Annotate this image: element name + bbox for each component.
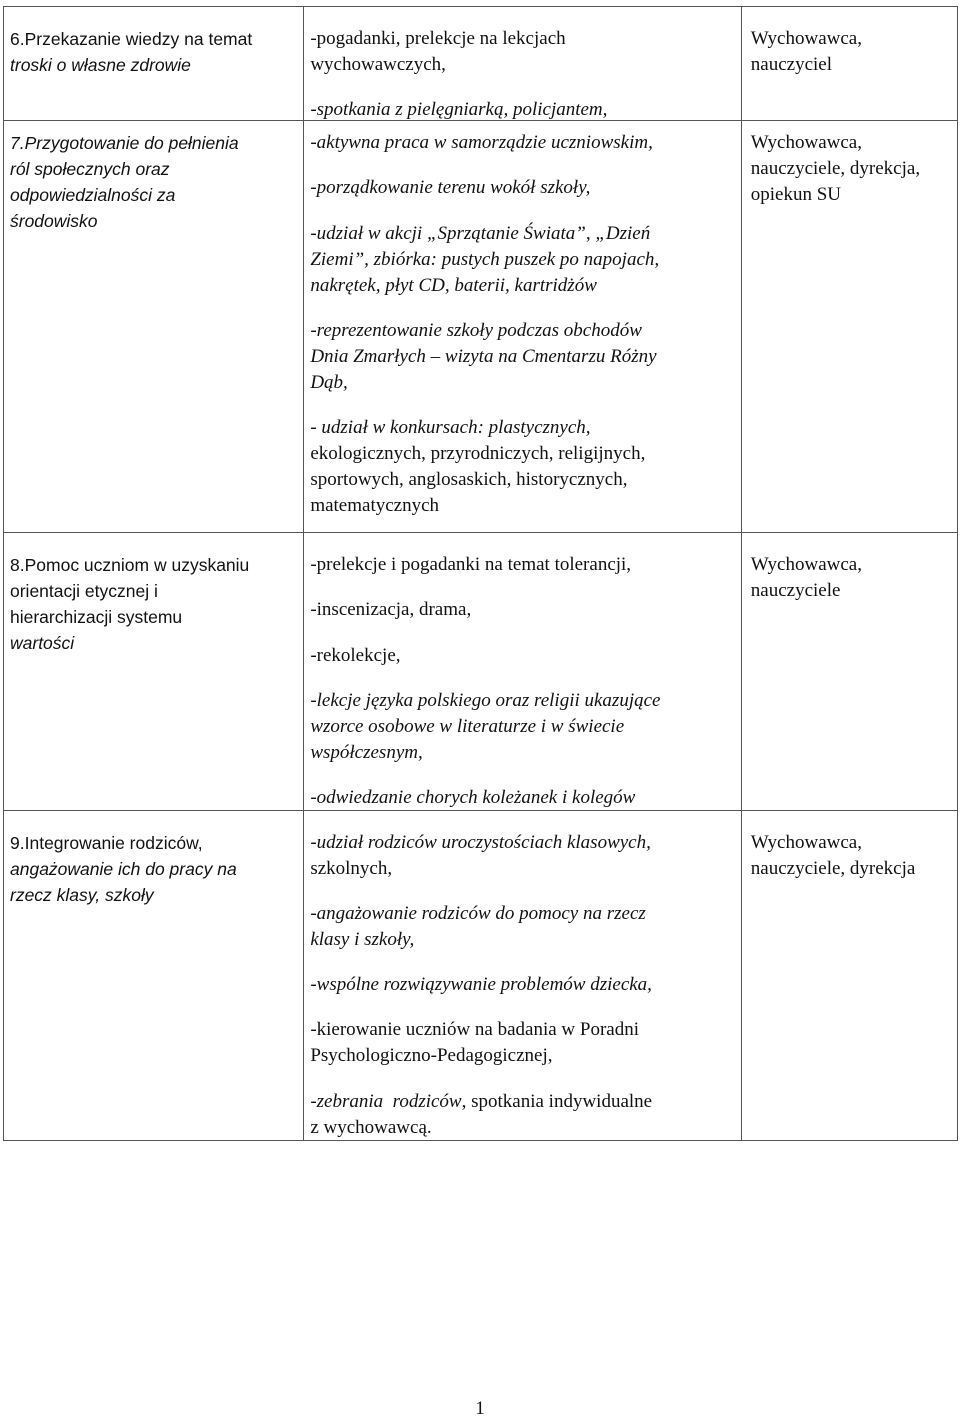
area-text: odpowiedzialności za: [10, 185, 176, 205]
area-text: 7.Przygotowanie do pełnienia: [10, 133, 239, 153]
form-line: matematycznych: [310, 495, 440, 516]
responsible-cell: [741, 811, 957, 1141]
form-line: Dąb,: [310, 372, 348, 393]
form-line: klasy i szkoły,: [310, 929, 415, 950]
form-line: -angażowanie rodziców do pomocy na rzecz: [310, 903, 646, 924]
area-cell: [4, 7, 304, 121]
responsible-line: Wychowawca,: [750, 28, 862, 49]
area-text: 6.Przekazanie wiedzy na temat: [10, 29, 253, 49]
responsible-line: nauczyciele: [750, 580, 841, 601]
form-line: Dnia Zmarłych – wizyta na Cmentarzu Różny: [310, 346, 657, 367]
forms-cell: [304, 811, 741, 1141]
responsible-line: nauczyciele, dyrekcja,: [750, 158, 921, 179]
form-line: -lekcje języka polskiego oraz religii ukazujące: [310, 690, 661, 711]
form-line: -prelekcje i pogadanki na temat tolerancji,: [310, 554, 632, 575]
form-line: -pogadanki, prelekcje na lekcjach: [310, 28, 566, 49]
education-plan-table: [3, 6, 958, 1141]
responsible-line: Wychowawca,: [750, 132, 862, 153]
form-line: -zebrania rodziców, spotkania indywidualne: [310, 1091, 653, 1112]
area-cell: [4, 533, 304, 811]
form-line: -spotkania z pielęgniarką, policjantem,: [310, 99, 608, 120]
responsible-line: nauczyciele, dyrekcja: [750, 858, 916, 879]
responsible-line: Wychowawca,: [750, 832, 862, 853]
table-row: [4, 121, 958, 533]
responsible-line: opiekun SU: [750, 184, 842, 205]
responsible-line: nauczyciel: [750, 54, 832, 75]
form-line: z wychowawcą.: [310, 1117, 432, 1138]
table-row: [4, 7, 958, 121]
area-text: hierarchizacji systemu: [10, 607, 183, 627]
form-line: nakrętek, płyt CD, baterii, kartridżów: [310, 275, 597, 296]
area-text: 8.Pomoc uczniom w uzyskaniu: [10, 555, 250, 575]
area-text: angażowanie ich do pracy na: [10, 859, 237, 879]
form-line: -kierowanie uczniów na badania w Poradni: [310, 1019, 639, 1040]
form-line: Psychologiczno-Pedagogicznej,: [310, 1045, 553, 1066]
form-line: ekologicznych, przyrodniczych, religijnych,: [310, 443, 646, 464]
area-text: troski o własne zdrowie: [10, 55, 191, 75]
area-text: środowisko: [10, 211, 98, 231]
table-row: [4, 811, 958, 1141]
form-line: -rekolekcje,: [310, 645, 401, 666]
form-line: -odwiedzanie chorych koleżanek i kolegów: [310, 787, 636, 808]
form-line: sportowych, anglosaskich, historycznych,: [310, 469, 628, 490]
forms-cell: [304, 533, 741, 811]
area-text: wartości: [10, 633, 75, 653]
form-line: -udział w akcji „Sprzątanie Świata”, „Dzień: [310, 223, 651, 244]
area-text: ról społecznych oraz: [10, 159, 170, 179]
table-row: [4, 533, 958, 811]
area-text: orientacji etycznej i: [10, 581, 158, 601]
form-line: wychowawczych,: [310, 54, 446, 75]
form-line: -aktywna praca w samorządzie uczniowskim,: [310, 132, 653, 153]
form-line: Ziemi”, zbiórka: pustych puszek po napojach,: [310, 249, 660, 270]
form-line: -inscenizacja, drama,: [310, 599, 472, 620]
form-line: -udział rodziców uroczystościach klasowych,: [310, 832, 651, 853]
area-text: 9.Integrowanie rodziców,: [10, 833, 203, 853]
responsible-cell: [741, 533, 957, 811]
form-line: - udział w konkursach: plastycznych,: [310, 417, 591, 438]
form-line: wzorce osobowe w literaturze i w świecie: [310, 716, 625, 737]
form-line: -reprezentowanie szkoły podczas obchodów: [310, 320, 642, 341]
page-number: 1: [475, 1398, 485, 1419]
area-cell: [4, 121, 304, 533]
forms-cell: [304, 121, 741, 533]
responsible-cell: [741, 7, 957, 121]
responsible-cell: [741, 121, 957, 533]
form-line: -porządkowanie terenu wokół szkoły,: [310, 177, 591, 198]
form-line: szkolnych,: [310, 858, 393, 879]
form-line: współczesnym,: [310, 742, 423, 763]
area-cell: [4, 811, 304, 1141]
forms-cell: [304, 7, 741, 121]
form-line: -wspólne rozwiązywanie problemów dziecka,: [310, 974, 652, 995]
responsible-line: Wychowawca,: [750, 554, 862, 575]
area-text: rzecz klasy, szkoły: [10, 885, 154, 905]
